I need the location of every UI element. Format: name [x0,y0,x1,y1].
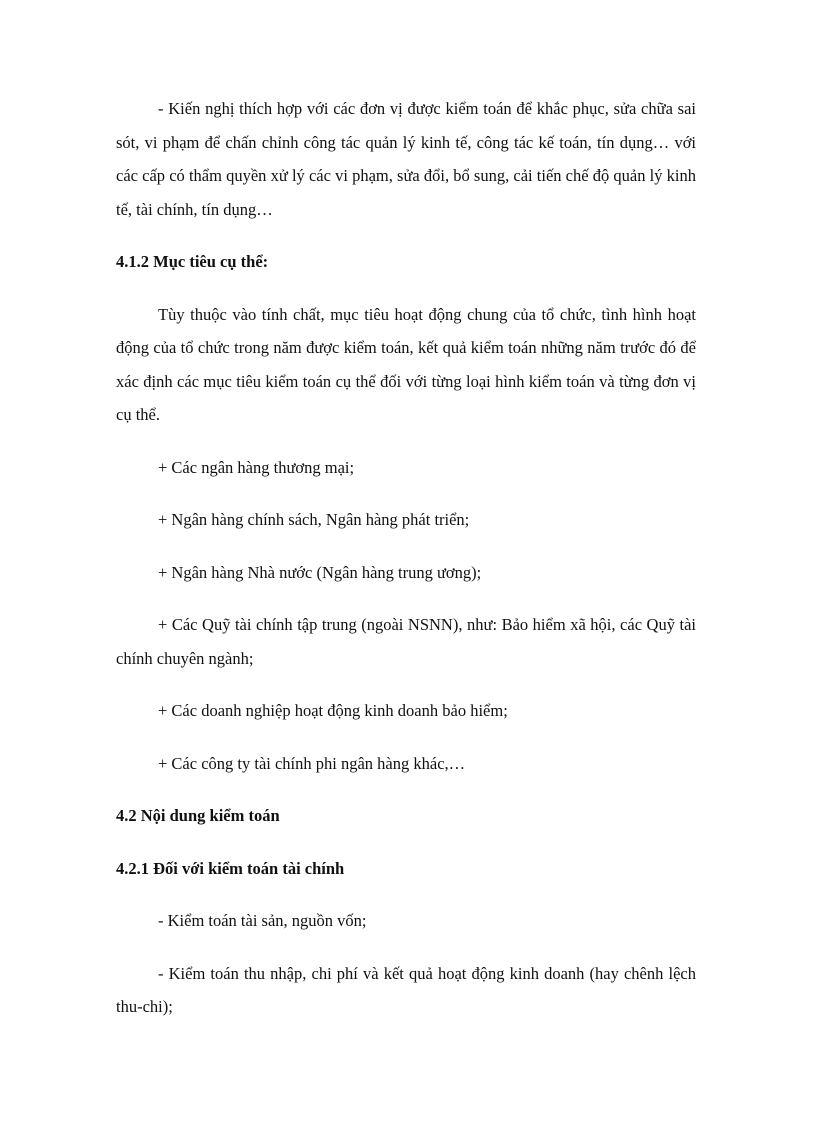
section-heading-4-2: 4.2 Nội dung kiểm toán [116,806,280,825]
section-heading-4-1-2: 4.1.2 Mục tiêu cụ thể: [116,252,269,271]
bullet-policy-banks: + Ngân hàng chính sách, Ngân hàng phát triển; [158,510,470,529]
item-income-audit: - Kiểm toán thu nhập, chi phí và kết quả hoạt động kinh doanh (hay chênh lệch thu-chi); [116,963,696,1016]
document-page [116,92,696,1024]
bullet-commercial-banks: + Các ngân hàng thương mại; [158,457,355,477]
objectives-paragraph: Tùy thuộc vào tính chất, mục tiêu hoạt động chung của tổ chức, tình hình hoạt động của tổ chức trong năm được kiểm toán, kết quả kiểm toán những năm trước đó để xác định các mục tiêu kiểm toán cụ thể đối với từng loại hình kiểm toán và từng đơn vị cụ thể. [116,304,696,424]
bullet-non-bank-finance: + Các công ty tài chính phi ngân hàng khác,… [158,753,466,773]
bullet-state-bank: + Ngân hàng Nhà nước (Ngân hàng trung ương); [158,562,482,582]
item-assets-audit: - Kiểm toán tài sản, nguồn vốn; [158,911,367,930]
bullet-insurance-enterprises: + Các doanh nghiệp hoạt động kinh doanh bảo hiểm; [158,701,508,720]
section-heading-4-2-1: 4.2.1 Đối với kiểm toán tài chính [116,858,345,878]
bullet-financial-funds: + Các Quỹ tài chính tập trung (ngoài NSNN), như: Bảo hiểm xã hội, các Quỹ tài chính chuyên ngành; [116,615,696,668]
recommendation-paragraph: - Kiến nghị thích hợp với các đơn vị được kiểm toán để khắc phục, sửa chữa sai sót, vi phạm để chấn chỉnh công tác quản lý kinh tế, công tác kế toán, tín dụng… với các cấp có thẩm quyền xử lý các vi phạm, sửa đổi, bổ sung, cải tiến chế độ quản lý kinh tế, tài chính, tín dụng… [116,99,696,219]
